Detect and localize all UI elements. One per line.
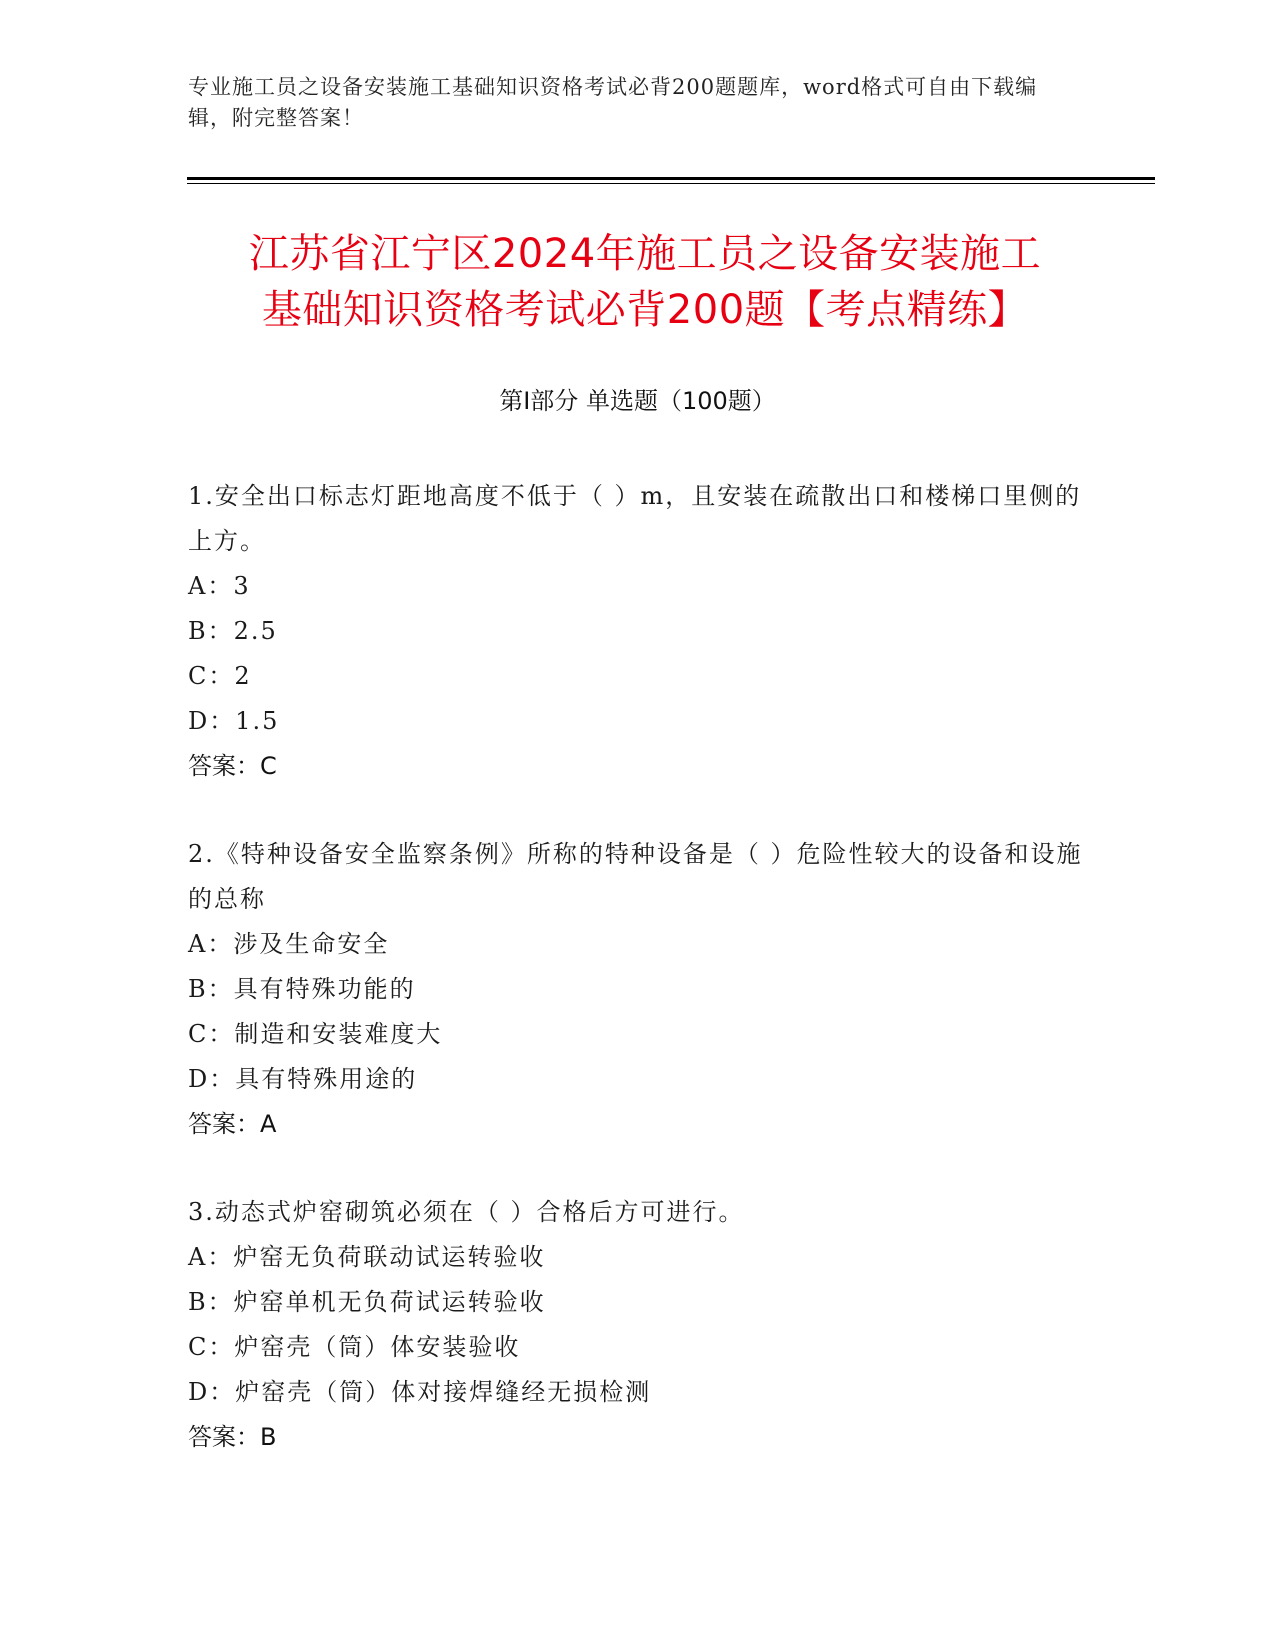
- option-letter: B：: [188, 975, 234, 1003]
- option-b: [188, 967, 1088, 1012]
- option-text: 具有特殊功能的: [233, 975, 416, 1003]
- question-3: [188, 1190, 1088, 1460]
- document-title-line-2: 基础知识资格考试必背200题【考点精练】: [261, 287, 1029, 333]
- option-text: 炉窑单机无负荷试运转验收: [233, 1288, 546, 1316]
- question-list: [188, 474, 1088, 1503]
- option-b: [188, 609, 1088, 654]
- option-letter: C：: [188, 1333, 235, 1361]
- document-title-line-1: 江苏省江宁区2024年施工员之设备安装施工: [248, 231, 1042, 277]
- option-letter: A：: [188, 572, 234, 600]
- option-text: 炉窑无负荷联动试运转验收: [233, 1243, 546, 1271]
- option-c: [188, 654, 1088, 699]
- option-c: [188, 1325, 1088, 1370]
- option-letter: D：: [188, 707, 236, 735]
- option-text: 2.5: [233, 617, 278, 645]
- option-letter: C：: [188, 662, 235, 690]
- question-2: [188, 832, 1088, 1147]
- option-a: [188, 922, 1088, 967]
- option-letter: B：: [188, 617, 234, 645]
- question-stem: 3.动态式炉窑砌筑必须在（ ）合格后方可进行。: [188, 1198, 745, 1226]
- option-d: [188, 1370, 1088, 1415]
- section-heading: 第Ⅰ部分 单选题（100题）: [499, 387, 776, 415]
- option-text: 涉及生命安全: [233, 930, 390, 958]
- option-letter: C：: [188, 1020, 235, 1048]
- question-stem: 2.《特种设备安全监察条例》所称的特种设备是（ ）危险性较大的设备和设施的总称: [188, 840, 1083, 913]
- header-divider-thin: [187, 183, 1155, 184]
- option-a: [188, 1235, 1088, 1280]
- option-d: [188, 1057, 1088, 1102]
- document-title: [180, 226, 1110, 338]
- option-letter: B：: [188, 1288, 234, 1316]
- option-a: [188, 564, 1088, 609]
- option-letter: D：: [188, 1378, 236, 1406]
- option-text: 3: [233, 572, 251, 600]
- question-stem: 1.安全出口标志灯距地高度不低于（ ）m，且安装在疏散出口和楼梯口里侧的上方。: [188, 482, 1082, 555]
- header-divider-thick: [187, 177, 1155, 180]
- option-text: 具有特殊用途的: [235, 1065, 418, 1093]
- option-text: 1.5: [235, 707, 280, 735]
- option-text: 炉窑壳（筒）体安装验收: [234, 1333, 521, 1361]
- answer: 答案：B: [188, 1423, 277, 1451]
- header-note: 专业施工员之设备安装施工基础知识资格考试必背200题题库，word格式可自由下载编辑，附完整答案！: [188, 75, 1038, 130]
- option-text: 炉窑壳（筒）体对接焊缝经无损检测: [235, 1378, 652, 1406]
- option-text: 制造和安装难度大: [234, 1020, 443, 1048]
- option-letter: A：: [188, 1243, 234, 1271]
- option-b: [188, 1280, 1088, 1325]
- answer: 答案：A: [188, 1110, 277, 1138]
- option-letter: D：: [188, 1065, 236, 1093]
- option-d: [188, 699, 1088, 744]
- answer: 答案：C: [188, 752, 277, 780]
- option-letter: A：: [188, 930, 234, 958]
- option-c: [188, 1012, 1088, 1057]
- option-text: 2: [234, 662, 252, 690]
- question-1: [188, 474, 1088, 789]
